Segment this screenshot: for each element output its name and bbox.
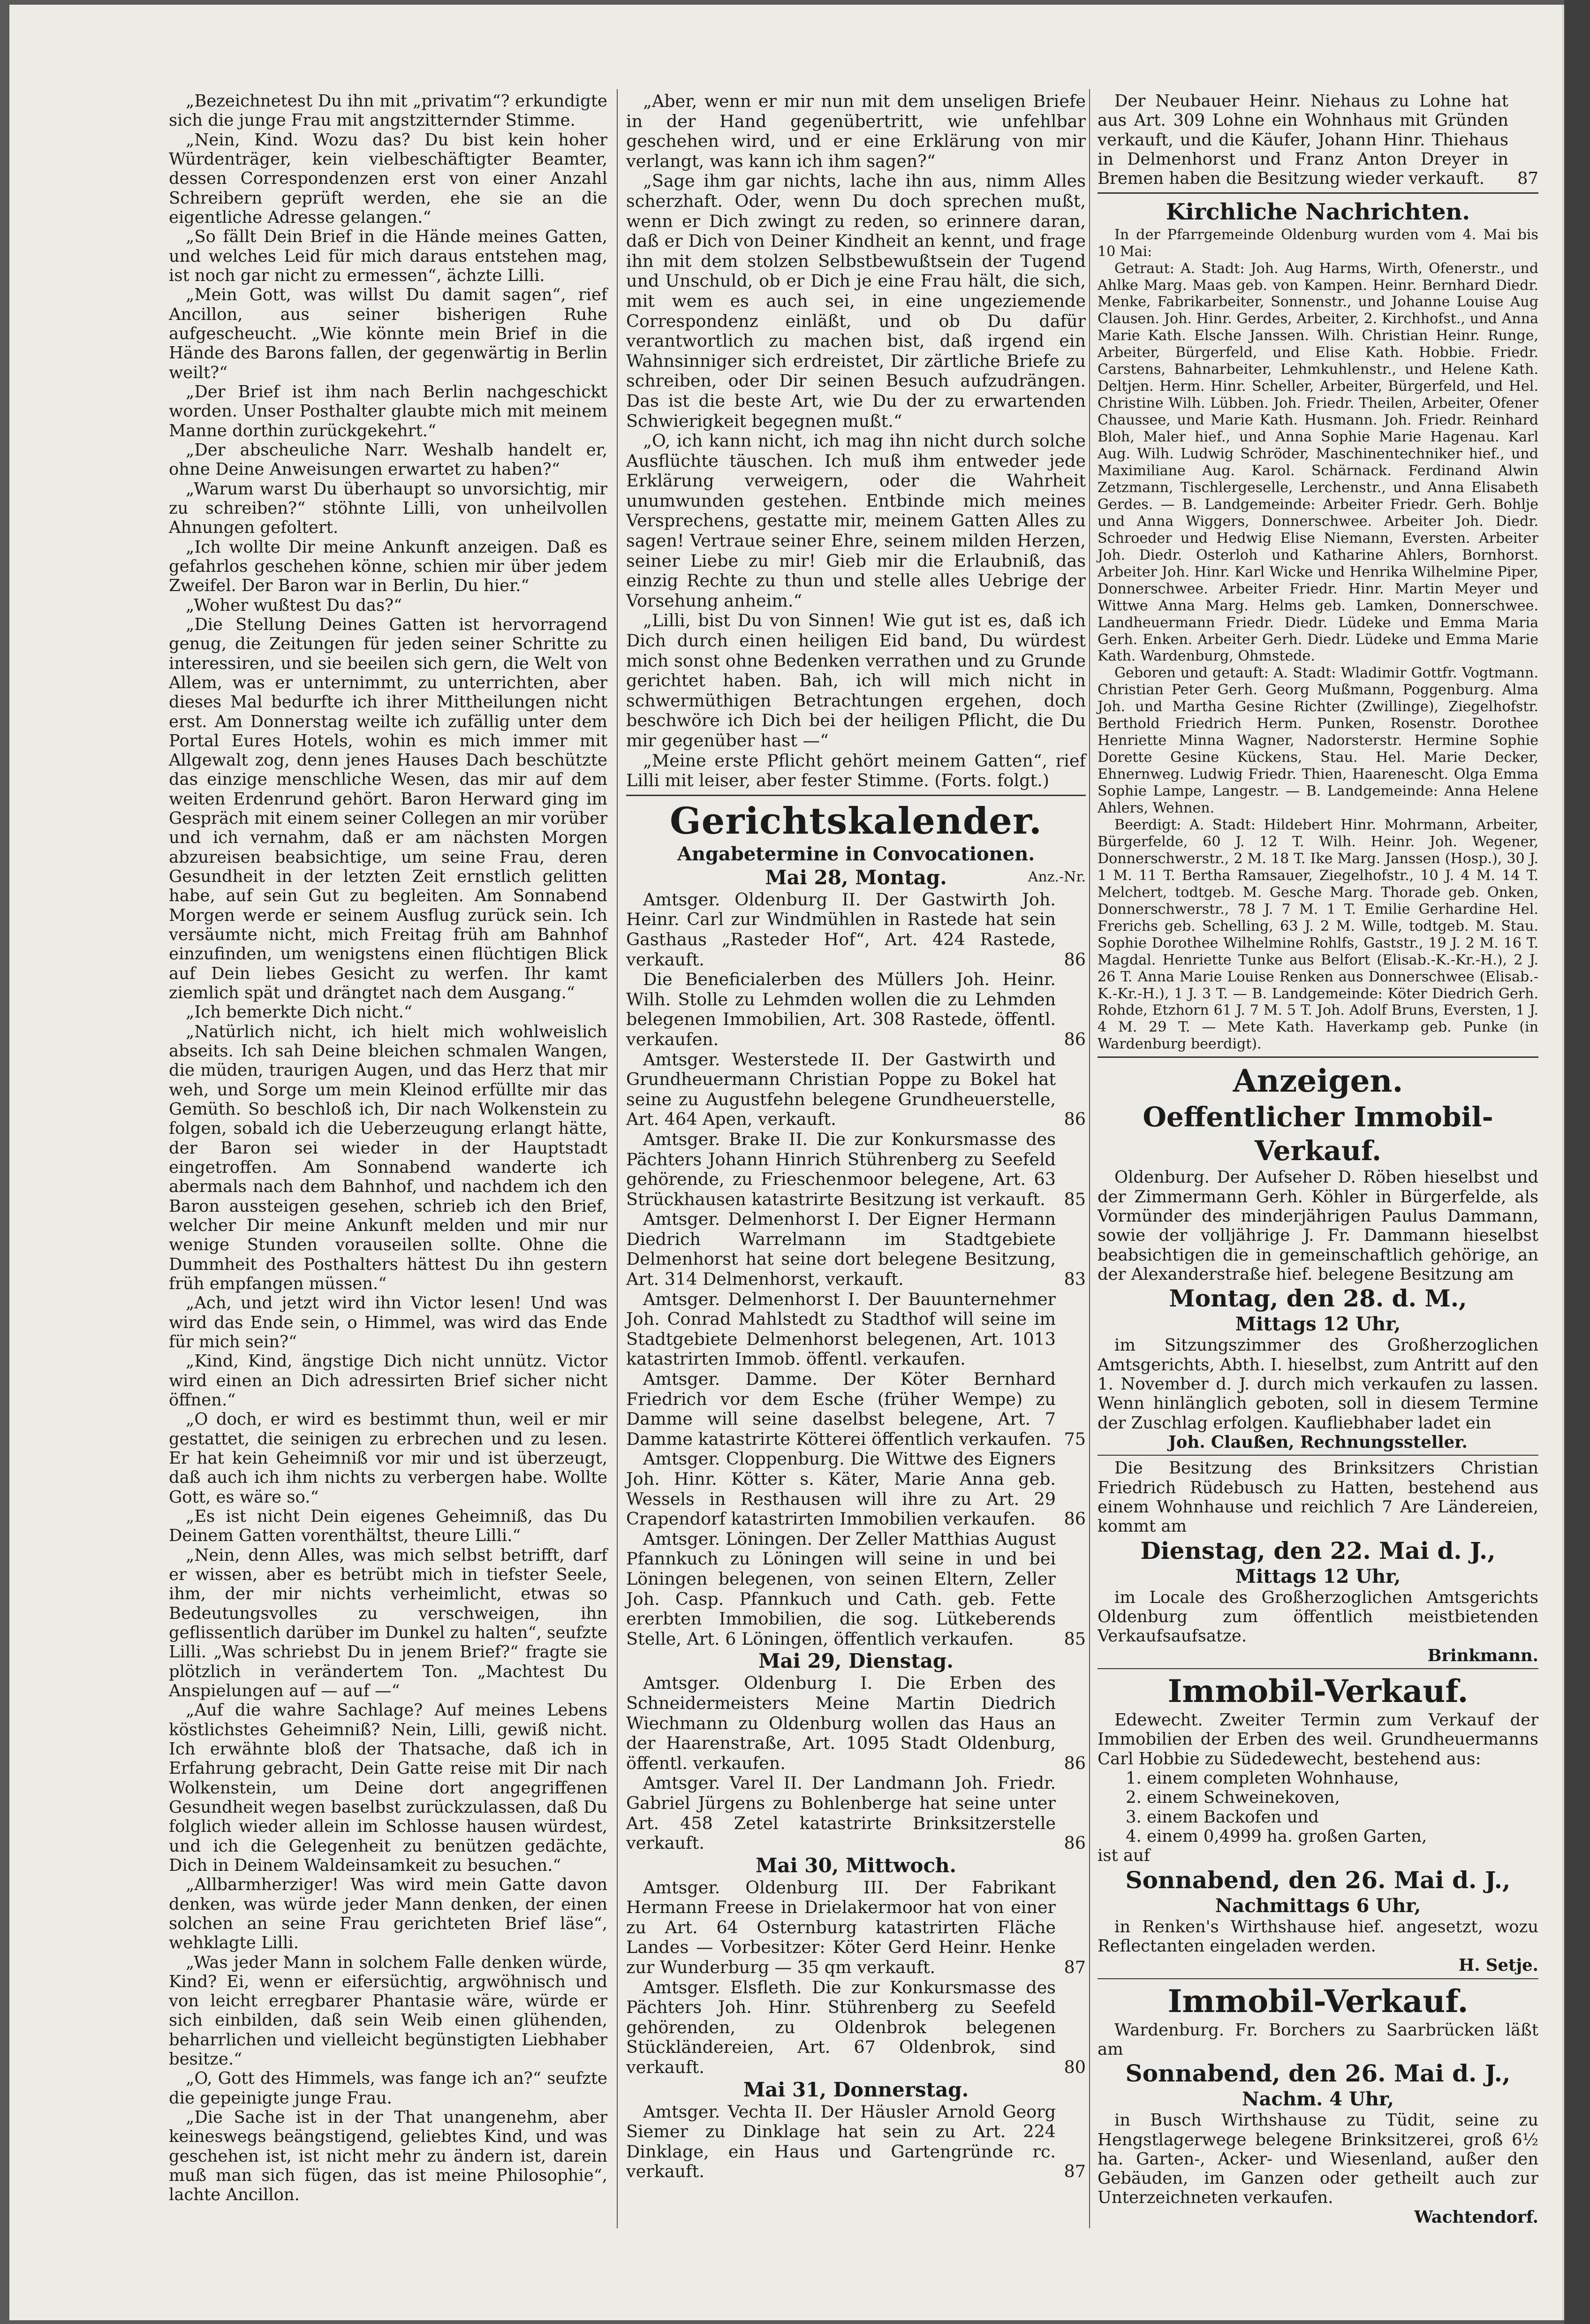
court-entry-number: 87	[1064, 1957, 1086, 1978]
story-paragraph: „Woher wußtest Du das?“	[186, 595, 402, 615]
kirch-getraut: Getraut: A. Stadt: Joh. Aug Harms, Wirth, Ofenerstr., und Ahlke Marg. Maas geb. von Kampen. Heinr. Bernhard Diedr. Menke, Fabrikarbeiter, Sonnenstr., und Johanne Louise Aug Clausen. Joh. Hinr. Gerdes, Arbeiter, 2. Kirchhofst., und Anna Marie Kath. Elsche Janssen. Wilh. Christian Heinr. Runge, Arbeiter, Bürgerfeld, und Elise Kath. Hobbie. Friedr. Carstens, Bahnarbeiter, Lehmkuhlenstr., und Helene Kath. Deltjen. Herm. Hinr. Scheller, Arbeiter, Bürgerfeld, und Hel. Christine Wilh. Lübben. Joh. Friedr. Theilen, Arbeiter, Ofener Chaussee, und Marie Kath. Husmann. Joh. Friedr. Reinhard Bloh, Maler hief., und Anna Sophie Marie Hagenau. Karl Aug. Wilh. Ludwig Schröder, Maschinentechniker hief., und Maximiliane Aug. Karol. Schärnack. Ferdinand Alwin Zetzmann, Tischlergeselle, Lerchenstr., und Anna Elisabeth Gerdes. — B. Landgemeinde: Arbeiter Friedr. Gerh. Bohlje und Anna Wiggers, Donnerschwee. Arbeiter Joh. Diedr. Schroeder und Hedwig Elise Niemann, Eversten. Arbeiter Joh. Diedr. Osterloh und Katharine Ahlers, Bornhorst. Arbeiter Joh. Hinr. Karl Wicke und Henrika Wilhelmine Piper, Donnerschwee. Arbeiter Friedr. Hinr. Martin Meyer und Wittwe Anna Marg. Helms geb. Lamken, Donnerschwee. Landheuermann Friedr. Diedr. Lüdeke und Emma Maria Gerh. Enken. Arbeiter Gerh. Diedr. Lüdeke und Emma Marie Kath. Wardenburg, Ohmstede.	[1098, 260, 1538, 665]
kirchliche-title: Kirchliche Nachrichten.	[1166, 198, 1470, 225]
ad4-body2: in Busch Wirthshause zu Tüdit, seine zu Hengstlagerwege belegene Brinksitzerei, groß 6½ ha. Garten-, Acker- und Wiesenland, außer den Gebäuden, im Ganzen oder getheilt auch zur Unterzeichneten verkaufen.	[1098, 2111, 1538, 2208]
court-date-heading: Mai 29, Dienstag.	[758, 1649, 954, 1673]
court-entry-text: Amtsger. Oldenburg I. Die Erben des Schneidermeisters Meine Martin Diedrich Wiechmann zu Oldenburg wollen das Haus an der Haarenstraße, Art. 1095 Stadt Oldenburg, öffentl. verkaufen.	[626, 1673, 1056, 1773]
notice-text: Der Neubauer Heinr. Niehaus zu Lohne hat aus Art. 309 Lohne ein Wohnhaus mit Gründen verkauft, und die Käufer, Johann Hinr. Thiehaus in Delmenhorst und Franz Anton Dreyer in Bremen haben die Besitzung wieder verkauft.	[1098, 91, 1508, 189]
court-entry	[626, 1529, 1086, 1649]
ad4-signature: Wachtendorf.	[1414, 2207, 1538, 2227]
story-and-court-column	[626, 91, 1086, 2182]
court-entry-number: 87	[1064, 2161, 1086, 2182]
court-entry-number: 86	[1064, 1109, 1086, 1130]
gerichtskalender-subtitle: Angabetermine in Convocationen.	[677, 843, 1035, 865]
court-calendar	[626, 866, 1086, 2182]
court-entry	[626, 1449, 1086, 1529]
kirch-intro: In der Pfarrgemeinde Oldenburg wurden vom 4. Mai bis 10 Mai:	[1098, 226, 1538, 260]
story-paragraph: „So fällt Dein Brief in die Hände meines Gatten, und welches Leid für mich daraus entstehen mag, ist noch gar nicht zu ermessen“, ächzte Lilli.	[169, 227, 607, 285]
story-paragraph: „Aber, wenn er mir nun mit dem unseligen Briefe in der Hand gegenübertritt, wie unfehlbar geschehen wird, und er eine Erklärung von mir verlangt, was kann ich ihm sagen?“	[626, 91, 1086, 171]
court-entry	[626, 1773, 1086, 1853]
anz-nr-label: Anz.-Nr.	[1028, 868, 1086, 885]
ad3-item: 4. einem 0,4999 ha. großen Garten,	[1126, 1826, 1427, 1846]
ad-divider	[1098, 1455, 1538, 1456]
court-entry-text: Amtsger. Löningen. Der Zeller Matthias August Pfannkuch zu Löningen will seine in und bei Löningen belegenen, von seinen Eltern, Zeller Joh. Casp. Pfannkuch und Cath. geb. Fette ererbten Immobilien, die sog. Lütkeberends Stelle, Art. 6 Löningen, öffentlich verkaufen.	[626, 1528, 1056, 1649]
ad3-item: 3. einem Backofen und	[1126, 1807, 1319, 1827]
court-date-heading: Mai 28, Montag.	[765, 866, 947, 889]
story-paragraph: „Nein, Kind. Wozu das? Du bist kein hoher Würdenträger, kein vielbeschäftigter Beamter, dessen Correspondenzen erst von einer Anzahl Schreibern geprüft werden, ehe sie an die eigentliche Adresse gelangen.“	[169, 130, 607, 227]
story-paragraph: „Die Stellung Deines Gatten ist hervorragend genug, die Zeitungen für jeden seiner Schritte zu interessiren, und sie beeilen sich gern, die Welt von Allem, was er unternimmt, zu unterrichten, aber dieses Mal bedurfte ich ihrer Mittheilungen nicht erst. Am Donnerstag weilte ich zufällig unter dem Portal Eures Hotels, wohin es mich immer mit Allgewalt zog, denn jenes Hauses Dach beschützte das einzige menschliche Wesen, das mir auf dem weiten Erdenrund gehört. Baron Herward ging im Gespräch mit einem seiner Collegen an mir vorüber und ich vernahm, daß er am nächsten Morgen abzureisen beabsichtige, um seine Frau, deren Gesundheit in der letzten Zeit ernstlich gelitten habe, auf sein Gut zu begleiten. Am Sonnabend Morgen werde er seinem Ausflug zurück sein. Ich versäumte nicht, mich Freitag früh am Bahnhof einzufinden, um wenigstens einen flüchtigen Blick auf Dein liebes Gesicht zu werfen. Ihr kamt ziemlich spät und drängtet nach dem Ausgang.“	[169, 615, 607, 1003]
ad2-body2: im Locale des Großherzoglichen Amtsgerichts Oldenburg zum öffentlich meistbietenden Verkaufsaufsatze.	[1098, 1587, 1538, 1646]
court-entry-text: Amtsger. Elsfleth. Die zur Konkursmasse des Pächters Joh. Hinr. Stührenberg zu Seefeld gehörenden, zu Oldenbrok belegenen Stückländereien, Art. 67 Oldenbrok, sind verkauft.	[626, 1977, 1056, 2078]
court-entry-number: 80	[1064, 2057, 1086, 2078]
section-divider	[1098, 192, 1538, 194]
court-entry-number: 75	[1064, 1428, 1086, 1449]
ad3-item-list	[1098, 1769, 1538, 1846]
story-paragraph: „Was jeder Mann in solchem Falle denken würde, Kind? Ei, wenn er eifersüchtig, argwöhnisch und von leicht erregbarer Phantasie wäre, würde er sich einbilden, daß sein Weib einen glühenden, beharrlichen und vielleicht begünstigten Liebhaber besitze.“	[169, 1952, 607, 2069]
section-divider	[1098, 1056, 1538, 1058]
ad4-date: Sonnabend, den 26. Mai d. J.,	[1125, 2059, 1511, 2088]
story-paragraph: „Sage ihm gar nichts, lache ihn aus, nimm Alles scherzhaft. Oder, wenn Du doch sprechen mußt, wenn er Dich zwingt zu reden, so erinnere daran, daß er Dich von Deiner Kindheit an kennt, und frage ihn mit dem stolzen Selbstbewußtsein der Tugend und Unschuld, ob er Dich je eine Frau hält, die sich, mit wem es auch sei, in eine ungeziemende Correspondenz einläßt, und ob Du dafür verantwortlich zu machen bist, daß irgend ein Wahnsinniger sich erdreistet, Dir zärtliche Briefe zu schreiben, oder Dir seinen Besuch aufzudrängen. Das ist die beste Art, wie Du der zu erwartenden Schwierigkeit begegnen mußt.“	[626, 171, 1086, 431]
court-date-heading: Mai 30, Mittwoch.	[755, 1853, 957, 1877]
ad4-time: Nachm. 4 Uhr,	[1242, 2088, 1394, 2111]
story-paragraph: „Mein Gott, was willst Du damit sagen“, rief Ancillon, aus seiner bisherigen Ruhe aufgescheucht. „Wie könnte mein Brief in die Hände des Barons fallen, der gegenwärtig in Berlin weilt?“	[169, 285, 607, 382]
ad2-time: Mittags 12 Uhr,	[1235, 1565, 1401, 1587]
story-paragraph: „Ich bemerkte Dich nicht.“	[186, 1003, 412, 1022]
court-entry	[626, 1369, 1086, 1449]
court-entry-number: 85	[1064, 1189, 1086, 1209]
court-entry	[626, 2102, 1086, 2182]
story-paragraph: „Lilli, bist Du von Sinnen! Wie gut ist es, daß ich Dich durch einen heiligen Eid band, Du würdest mich sonst ohne Bedenken verrathen und zu Grunde gerichtet haben. Bah, ich will mich nicht in schwermüthigen Betrachtungen ergehen, doch beschwöre ich Dich bei der heiligen Pflicht, die Du mir gegenüber hast —“	[626, 610, 1086, 751]
scan-border	[1564, 0, 1590, 2324]
court-entry	[626, 970, 1086, 1049]
story-paragraph: „Warum warst Du überhaupt so unvorsichtig, mir zu schreiben?“ stöhnte Lilli, von unheilvollen Ahnungen gefoltert.	[169, 479, 607, 538]
ad4-title: Immobil-Verkauf.	[1167, 1982, 1469, 2020]
court-entry-text: Amtsger. Varel II. Der Landmann Joh. Friedr. Gabriel Jürgens zu Bohlenberge hat seine unter Art. 458 Zetel katastrirte Brinksitzerstelle verkauft.	[626, 1773, 1056, 1853]
court-entry-number: 85	[1064, 1628, 1086, 1649]
court-entry-text: Amtsger. Cloppenburg. Die Wittwe des Eigners Joh. Hinr. Kötter s. Käter, Marie Anna geb. Wessels in Resthausen will ihre zu Art. 29 Crapendorf katastrirten Immobilien verkaufen.	[626, 1449, 1056, 1529]
story-paragraph: „Ach, und jetzt wird ihn Victor lesen! Und was wird das Ende sein, o Himmel, was wird das Ende für mich sein?“	[169, 1293, 607, 1352]
ad3-ist-auf: ist auf	[1098, 1846, 1150, 1866]
story-paragraph: „Es ist nicht Dein eigenes Geheimniß, das Du Deinem Gatten vorenthältst, theure Lilli.“	[169, 1506, 607, 1546]
court-entry-text: Amtsger. Vechta II. Der Häusler Arnold Georg Siemer zu Dinklage hat sein zu Art. 224 Dinklage, ein Haus und Gartengründe rc. verkauft.	[626, 2101, 1056, 2182]
column-rule-2	[1089, 89, 1090, 2228]
story-paragraph: „Meine erste Pflicht gehört meinem Gatten“, rief Lilli mit leiser, aber fester Stimme. (Forts. folgt.)	[626, 750, 1086, 791]
ad2-signature: Brinkmann.	[1427, 1646, 1538, 1665]
story-paragraph: „Kind, Kind, ängstige Dich nicht unnütz. Victor wird einen an Dich adressirten Brief sicher nicht öffnen.“	[169, 1352, 607, 1410]
ad1-time: Mittags 12 Uhr,	[1235, 1313, 1401, 1336]
ad1-body2: im Sitzungszimmer des Großherzoglichen Amtsgerichts, Abth. I. hieselbst, zum Antritt auf den 1. November d. J. durch mich verkaufen zu lassen. Wenn hinlänglich geboten, soll in diesem Termine der Zuschlag erfolgen. Kaufliebhaber ladet ein	[1098, 1336, 1538, 1433]
ad3-item: 2. einem Schweinekoven,	[1126, 1788, 1340, 1808]
court-entry-text: Amtsger. Westerstede II. Der Gastwirth und Grundheuermann Christian Poppe zu Bokel hat seine zu Augustfehn belegene Grundheuerstelle, Art. 464 Apen, verkauft.	[626, 1049, 1056, 1130]
court-entry-text: Amtsger. Oldenburg II. Der Gastwirth Joh. Heinr. Carl zur Windmühlen in Rastede hat sein Gasthaus „Rasteder Hof“, Art. 424 Rastede, verkauft.	[626, 889, 1056, 970]
court-entry-number: 86	[1064, 1029, 1086, 1049]
court-entry	[626, 1978, 1086, 2078]
kirch-geboren: Geboren und getauft: A. Stadt: Wladimir Gottfr. Vogtmann. Christian Peter Gerh. Georg Mußmann, Poggenburg. Alma Joh. und Martha Gesine Richter (Zwillinge), Ziegelhofstr. Berthold Friedrich Herm. Punken, Rosenstr. Dorothee Henriette Minna Wagner, Nadorsterstr. Hermine Sophie Dorette Gesine Kückens, Stau. Hel. Marie Decker, Ehnernweg. Ludwig Friedr. Thien, Haarenescht. Olga Emma Sophie Lampe, Langestr. — B. Landgemeinde: Anna Helene Ahlers, Wehnen.	[1098, 665, 1538, 817]
story-paragraph: „Ich wollte Dir meine Ankunft anzeigen. Daß es gefahrlos geschehen könne, schien mir über jedem Zweifel. Der Baron war in Berlin, Du hier.“	[169, 537, 607, 596]
court-entry-number: 86	[1064, 1509, 1086, 1529]
ad1-signature: Joh. Claußen, Rechnungssteller.	[1168, 1432, 1468, 1452]
court-entry-text: Die Beneficialerben des Müllers Joh. Heinr. Wilh. Stolle zu Lehmden wollen die zu Lehmden belegenen Immobilien, Art. 308 Rastede, öffentl. verkaufen.	[626, 969, 1056, 1049]
ad-divider	[1098, 1978, 1538, 1979]
ad3-title: Immobil-Verkauf.	[1167, 1672, 1469, 1709]
court-entry	[626, 1130, 1086, 1209]
story-paragraph: „Allbarmherziger! Was wird mein Gatte davon denken, was würde jeder Mann denken, der einen solchen an seine Frau gerichteten Brief läse“, wehklagte Lilli.	[169, 1875, 607, 1953]
story-paragraph: „Bezeichnetest Du ihn mit „privatim“? erkundigte sich die junge Frau mit angstzitternder Stimme.	[169, 91, 607, 130]
ad3-body: Edewecht. Zweiter Termin zum Verkauf der Immobilien der Erben des weil. Grundheuermanns Carl Hobbie zu Südedewecht, bestehend aus:	[1098, 1710, 1538, 1769]
ad2-body: Die Besitzung des Brinksitzers Christian Friedrich Rüdebusch zu Hatten, bestehend aus einem Wohnhause und reichlich 7 Are Ländereien, kommt am	[1098, 1458, 1538, 1536]
story-paragraph: „Der abscheuliche Narr. Weshalb handelt er, ohne Deine Anweisungen erwartet zu haben?“	[169, 440, 607, 479]
ad3-body2: in Renken's Wirthshause hief. angesetzt, wozu Reflectanten eingeladen werden.	[1098, 1917, 1538, 1956]
ad4-body: Wardenburg. Fr. Borchers zu Saarbrücken läßt am	[1098, 2020, 1538, 2059]
story-paragraph: „Der Brief ist ihm nach Berlin nachgeschickt worden. Unser Posthalter glaubte mich mit meinem Manne dorthin zurückgekehrt.“	[169, 382, 607, 440]
court-entry-number: 86	[1064, 1833, 1086, 1853]
court-entry-text: Amtsger. Delmenhorst I. Der Eigner Hermann Diedrich Warrelmann im Stadtgebiete Delmenhorst hat seine dort belegene Besitzung, Art. 314 Delmenhorst, verkauft.	[626, 1209, 1056, 1290]
court-entry-number: 86	[1064, 1753, 1086, 1773]
court-entry-text: Amtsger. Oldenburg III. Der Fabrikant Hermann Freese in Drielakermoor hat von einer zu Art. 64 Osternburg katastrirten Fläche Landes — Vorbesitzer: Köter Gerd Heinr. Henke zur Wunderburg — 35 qm verkauft.	[626, 1877, 1056, 1978]
ad3-date: Sonnabend, den 26. Mai d. J.,	[1125, 1866, 1511, 1894]
court-entry	[626, 1673, 1086, 1773]
court-entry-text: Amtsger. Brake II. Die zur Konkursmasse des Pächters Johann Hinrich Stührenberg zu Seefeld gehörende, zu Frieschenmoor belegene, Art. 63 Strückhausen katastrirte Besitzung ist verkauft.	[626, 1129, 1056, 1209]
story-paragraph: „Natürlich nicht, ich hielt mich wohlweislich abseits. Ich sah Deine bleichen schmalen Wangen, die müden, traurigen Augen, und das Herz that mir weh, und Sorge um mein Kleinod erfüllte mir das Gemüth. So beschloß ich, Dir nach Wolkenstein zu folgen, sobald ich die Ueberzeugung erlangt hätte, der Baron sei wieder in der Hauptstadt eingetroffen. Am Sonnabend wanderte ich abermals nach dem Bahnhof, und nachdem ich den Baron aussteigen gesehen, schrieb ich den Brief, welcher Dir meine Ankunft melden und mir nur wenige Stunden vorauseilen sollte. Ohne die Dummheit des Posthalters hättest Du ihn gestern früh empfangen müssen.“	[169, 1022, 607, 1294]
property-notice	[1098, 91, 1538, 189]
story-paragraph: „O, Gott des Himmels, was fange ich an?“ seufzte die gepeinigte junge Frau.	[169, 2069, 607, 2108]
ad1-title: Oeffentlicher Immobil-Verkauf.	[1143, 1101, 1493, 1167]
court-entry-number: 86	[1064, 949, 1086, 970]
notices-column	[1098, 91, 1538, 2227]
ad3-time: Nachmittags 6 Uhr,	[1215, 1894, 1421, 1917]
story-paragraph: „O, ich kann nicht, ich mag ihn nicht durch solche Ausflüchte täuschen. Ich muß ihm entweder jede Erklärung verweigern, oder die Wahrheit unumwunden gestehen. Entbinde mich meines Versprechens, gestatte mir, meinem Gatten Alles zu sagen! Vertraue seiner Ehre, seinem milden Herzen, seiner Liebe zu mir! Gieb mir die Erlaubniß, das einzig Rechte zu thun und stelle alles Uebrige der Vorsehung anheim.“	[626, 431, 1086, 611]
gerichtskalender-title: Gerichtskalender.	[670, 799, 1042, 843]
ad1-body: Oldenburg. Der Aufseher D. Röben hieselbst und der Zimmermann Gerh. Köhler in Bürgerfelde, als Vormünder des minderjährigen Paulus Dammann, sowie der volljährige J. Fr. Dammann hieselbst beabsichtigen die in gemeinschaftlich gehörige, an der Alexanderstraße hief. belegene Besitzung am	[1098, 1168, 1538, 1284]
court-date-heading: Mai 31, Donnerstag.	[743, 2078, 969, 2101]
court-entry	[626, 1878, 1086, 1978]
anzeigen-title: Anzeigen.	[1233, 1063, 1403, 1100]
kirch-beerdigt: Beerdigt: A. Stadt: Hildebert Hinr. Mohrmann, Arbeiter, Bürgerfelde, 60 J. 12 T. Wilh. Heinr. Joh. Wegener, Donnerschwerstr., 2 M. 18 T. Ike Marg. Janssen (Hosp.), 30 J. 1 M. 11 T. Bertha Ramsauer, Ziegelhofstr., 10 J. 4 M. 14 T. Melchert, todtgeb. M. Gesche Marg. Thorade geb. Onken, Donnerschwerstr., 78 J. 7 M. 1 T. Emilie Gerhardine Hel. Frerichs geb. Schelling, 63 J. 2 M. Wille, todtgeb. M. Stau. Sophie Dorothee Wilhelmine Rohlfs, Gaststr., 19 J. 2 M. 16 T. Magdal. Henriette Tunke aus Belfort (Elisab.-K.-Kr.-H.), 2 J. 26 T. Anna Marie Louise Renken aus Donnerschwee (Elisab.-K.-Kr.-H.), 1 J. 3 T. — B. Landgemeinde: Köter Diedrich Gerh. Rohde, Etzhorn 61 J. 7 M. 5 T. Joh. Adolf Bruns, Eversten, 1 J. 4 M. 29 T. — Mete Kath. Haverkamp geb. Punke (in Wardenburg beerdigt).	[1098, 817, 1538, 1053]
court-entry	[626, 1209, 1086, 1289]
story-column-1	[169, 91, 607, 2205]
story-paragraph: „Nein, denn Alles, was mich selbst betrifft, darf er wissen, aber es betrübt mich in tiefster Seele, ihm, der mir nichts verheimlicht, etwas so Bedeutungsvolles zu verschweigen, ihn geflissentlich darüber im Dunkel zu halten“, seufzte Lilli. „Was schriebst Du in jenem Brief?“ fragte sie plötzlich in verändertem Ton. „Machtest Du Anspielungen auf — auf —“	[169, 1545, 607, 1701]
ad1-date: Montag, den 28. d. M.,	[1169, 1284, 1467, 1313]
ad3-item: 1. einem completen Wohnhause,	[1126, 1768, 1399, 1788]
court-entry	[626, 890, 1086, 970]
court-entry	[626, 1050, 1086, 1130]
story-paragraph: „O doch, er wird es bestimmt thun, weil er mir gestattet, die seinigen zu erbrechen und zu lesen. Er hat kein Geheimniß vor mir und ist überzeugt, daß auch ich ihm nichts zu verbergen habe. Wollte Gott, es wäre so.“	[169, 1410, 607, 1507]
court-entry-text: Amtsger. Damme. Der Köter Bernhard Friedrich vor dem Esche (früher Wempe) zu Damme will seine daselbst belegene, Art. 7 Damme katastrirte Kötterei öffentlich verkaufen.	[626, 1369, 1056, 1449]
section-divider	[626, 795, 1086, 796]
ad-divider	[1098, 1668, 1538, 1669]
ad3-signature: H. Setje.	[1458, 1956, 1538, 1975]
column-rule-1	[617, 89, 618, 2228]
court-entry-text: Amtsger. Delmenhorst I. Der Bauunternehmer Joh. Conrad Mahlstedt zu Stadthof will seine im Stadtgebiete Delmenhorst belegenen, Art. 1013 katastrirten Immob. öffentl. verkaufen.	[626, 1289, 1056, 1369]
ad2-date: Dienstag, den 22. Mai d. J.,	[1140, 1536, 1496, 1565]
court-entry	[626, 1290, 1086, 1369]
story-paragraph: „Die Sache ist in der That unangenehm, aber keineswegs beängstigend, geliebtes Kind, und was geschehen ist, ist nicht mehr zu ändern ist, darein muß man sich fügen, das ist meine Philosophie“, lachte Ancillon.	[169, 2108, 607, 2205]
notice-number: 87	[1517, 169, 1538, 189]
court-entry-number: 83	[1064, 1269, 1086, 1290]
story-paragraph: „Auf die wahre Sachlage? Auf meines Lebens köstlichstes Geheimniß? Nein, Lilli, gewiß nicht. Ich erwähnte bloß der Thatsache, daß ich in Erfahrung gebracht, Dein Gatte reise mit Dir nach Wolkenstein, um Deine dort angegriffenen Gesundheit wegen baselbst zurückzulassen, daß Du folglich wieder allein im Schlosse hausen würdest, und ich die Gelegenheit zu benützen gedächte, Dich in Deinem Waldeinsamkeit zu besuchen.“	[169, 1701, 607, 1875]
